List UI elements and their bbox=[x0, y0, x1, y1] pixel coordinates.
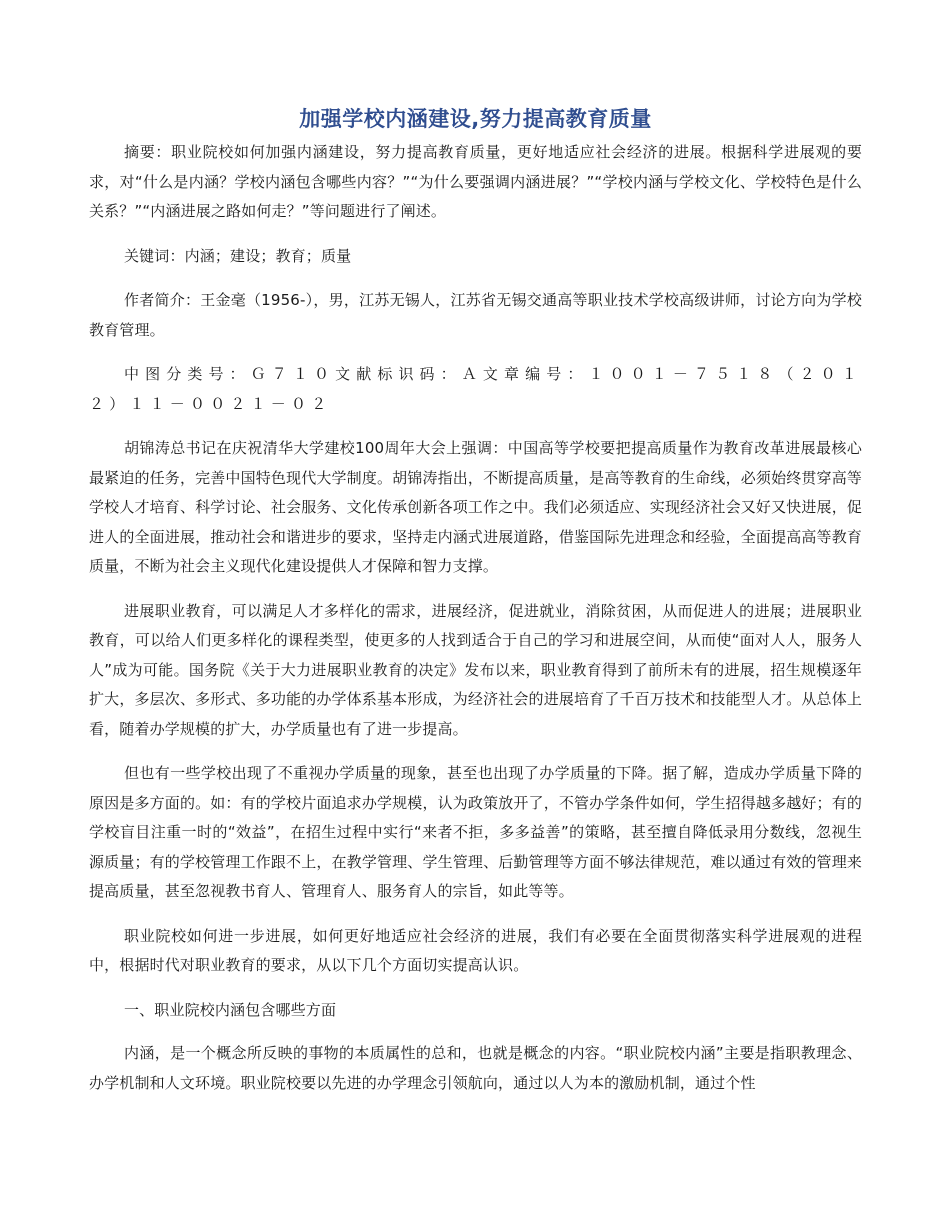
body-paragraph: 进展职业教育，可以满足人才多样化的需求，进展经济，促进就业，消除贫困，从而促进人的进展；进展职业教育，可以给人们更多样化的课程类型，使更多的人找到适合于自己的学习和进展空间，从而使“面对人人，服务人人”成为可能。国务院《关于大力进展职业教育的决定》发布以来，职业教育得到了前所未有的进展，招生规模逐年扩大，多层次、多形式、多功能的办学体系基本形成，为经济社会的进展培育了千百万技术和技能型人才。从总体上看，随着办学规模的扩大，办学质量也有了进一步提高。 bbox=[89, 601, 862, 738]
body-paragraph: 胡锦涛总书记在庆祝清华大学建校100周年大会上强调：中国高等学校要把提高质量作为教育改革进展最核心最紧迫的任务，完善中国特色现代大学制度。胡锦涛指出，不断提高质量，是高等教育的生命线，必须始终贯穿高等学校人才培育、科学讨论、社会服务、文化传承创新各项工作之中。我们必须适应、实现经济社会又好又快进展，促进人的全面进展，推动社会和谐进步的要求，坚持走内涵式进展道路，借鉴国际先进理念和经验，全面提高高等教育质量，不断为社会主义现代化建设提供人才保障和智力支撑。 bbox=[89, 439, 862, 575]
document-page bbox=[89, 102, 862, 1113]
keywords-line: 关键词：内涵；建设；教育；质量 bbox=[124, 246, 352, 265]
body-paragraph: 内涵，是一个概念所反映的事物的本质属性的总和，也就是概念的内容。“职业院校内涵”主要是指职教理念、办学机制和人文环境。职业院校要以先进的办学理念引领航向，通过以人为本的激励机制，通过个性 bbox=[89, 1044, 862, 1092]
abstract-paragraph: 摘要：职业院校如何加强内涵建设，努力提高教育质量，更好地适应社会经济的进展。根据科学进展观的要求，对“什么是内涵？学校内涵包含哪些内容？”“为什么要强调内涵进展？”“学校内涵与学校文化、学校特色是什么关系？”“内涵进展之路如何走？”等问题进行了阐述。 bbox=[89, 143, 862, 220]
classification-line: 中图分类号：Ｇ７１０文献标识码：Ａ文章编号：１００１－７５１８（２０１２）１１－００２１－０２ bbox=[89, 365, 862, 413]
author-bio: 作者简介：王金毫（1956-），男，江苏无锡人，江苏省无锡交通高等职业技术学校高级讲师，讨论方向为学校教育管理。 bbox=[89, 291, 862, 339]
document-title: 加强学校内涵建设,努力提高教育质量 bbox=[299, 107, 652, 131]
body-paragraph: 但也有一些学校出现了不重视办学质量的现象，甚至也出现了办学质量的下降。据了解，造成办学质量下降的原因是多方面的。如：有的学校片面追求办学规模，认为政策放开了，不管办学条件如何，学生招得越多越好；有的学校盲目注重一时的“效益”，在招生过程中实行“来者不拒，多多益善”的策略，甚至擅自降低录用分数线，忽视生源质量；有的学校管理工作跟不上，在教学管理、学生管理、后勤管理等方面不够法律规范，难以通过有效的管理来提高质量，甚至忽视教书育人、管理育人、服务育人的宗旨，如此等等。 bbox=[89, 764, 862, 900]
body-paragraph: 职业院校如何进一步进展，如何更好地适应社会经济的进展，我们有必要在全面贯彻落实科学进展观的进程中，根据时代对职业教育的要求，从以下几个方面切实提高认识。 bbox=[89, 926, 862, 974]
section-heading: 一、职业院校内涵包含哪些方面 bbox=[124, 1000, 337, 1019]
